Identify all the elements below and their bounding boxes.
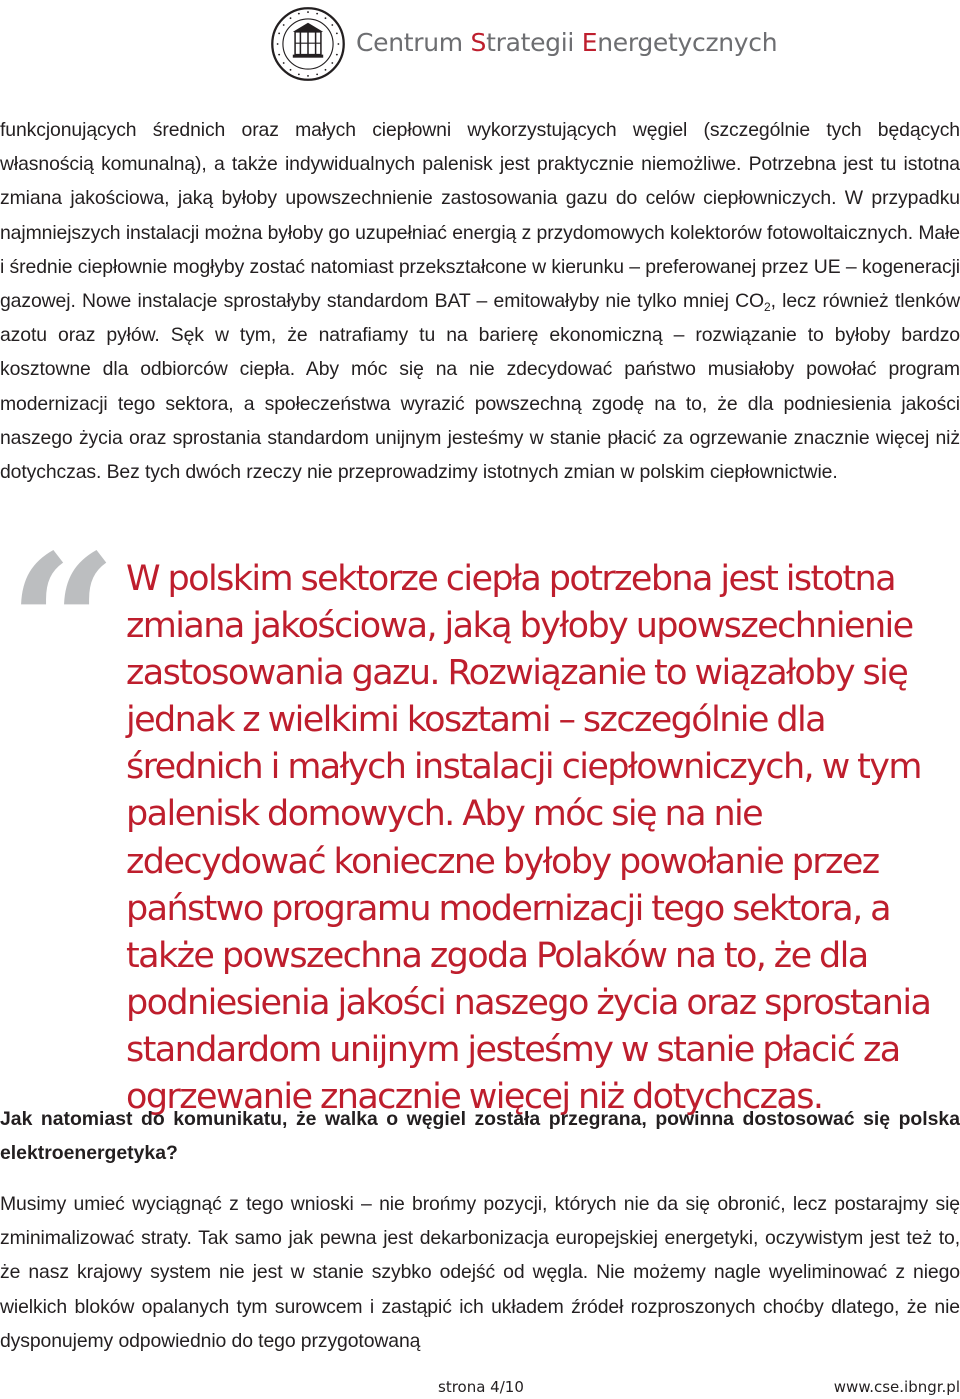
interview-question: Jak natomiast do komunikatu, że walka o węgiel została przegrana, powinna dostosować się polska elektroenergetyka? xyxy=(0,1108,960,1164)
page-number: strona 4/10 xyxy=(438,1378,524,1396)
footer-url: www.cse.ibngr.pl xyxy=(833,1378,960,1396)
body-paragraph-2: Musimy umieć wyciągnąć z tego wnioski – nie brońmy pozycji, których nie da się obronić, lecz postarajmy się zminimalizować straty. Tak samo jak pewna jest dekarbonizacja europejskiej energetyki, oczywistym jest też to, że nasz krajowy system nie jest w stanie szybko odejść od węgla. Nie możemy nagle wyeliminować z niego wielkich bloków opalanych tym surowcem i zastąpić ich układem źródeł rozproszonych choćby dlatego, że nie dysponujemy odpowiednio do tego przygotowaną xyxy=(0,1193,960,1352)
quote-mark-icon: “ xyxy=(8,513,108,736)
brand-name: Centrum Strategii Energetycznych xyxy=(356,28,778,57)
ibngr-logo-seal xyxy=(270,6,346,82)
page-header xyxy=(0,0,960,90)
pull-quote: W polskim sektorze ciepła potrzebna jest istotna zmiana jakościowa, jaką byłoby upowszechnienie zastosowania gazu. Rozwiązanie to wiązałoby się jednak z wielkimi kosztami – szczególnie dla średnich i małych instalacji ciepłowniczych, w tym palenisk domowych. Aby móc się na nie zdecydować konieczne byłoby powołanie przez państwo programu modernizacji tego sektora, a także powszechna zgoda Polaków na to, że dla podniesienia jakości naszego życia oraz sprostania standardom unijnym jesteśmy w stanie płacić za ogrzewanie znacznie więcej niż dotychczas. xyxy=(126,559,931,1118)
body-paragraph-1: funkcjonujących średnich oraz małych ciepłowni wykorzystujących węgiel (szczególnie tych będących własnością komunalną), a także indywidualnych palenisk jest praktycznie niemożliwe. Potrzebna jest tu istotna zmiana jakościowa, jaką byłoby upowszechnienie zastosowania gazu do celów ciepłowniczych. W przypadku najmniejszych instalacji można byłoby go uzupełniać energią z przydomowych kolektorów fotowoltaicznych. Małe i średnie ciepłownie mogłyby zostać natomiast przekształcone w kierunku – preferowanej przez UE – kogeneracji gazowej. Nowe instalacje sprostałyby standardom BAT – emitowałyby nie tylko mniej $CO_2$, lecz również tlenków azotu oraz pyłów. Sęk w tym, że natrafiamy tu na barierę ekonomiczną – rozwiązanie to byłoby bardzo kosztowne dla odbiorców ciepła. Aby móc się na nie zdecydować państwo musiałoby powołać program modernizacji tego sektora, a społeczeństwa wyrazić powszechną zgodę na to, że dla podniesienia jakości naszego życia oraz sprostania standardom unijnym jesteśmy w stanie płacić za ogrzewanie znacznie więcej niż dotychczas. Bez tych dwóch rzeczy nie przeprowadzimy istotnych zmian w polskim ciepłownictwie. xyxy=(0,119,960,484)
